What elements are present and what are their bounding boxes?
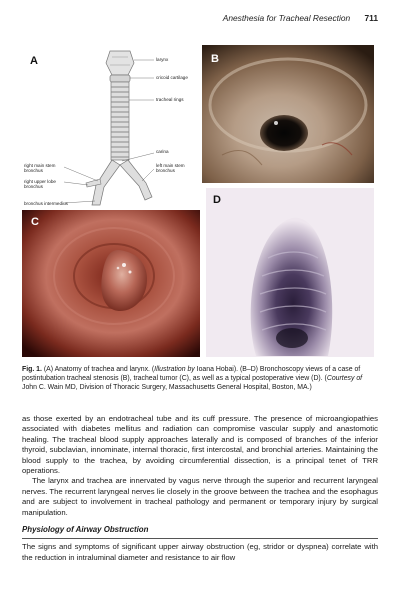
label-larynx: larynx [156, 57, 169, 62]
figure-panel-b [202, 45, 374, 183]
panel-letter-b: B [211, 53, 219, 65]
caption-illustration-by: Illustration by [154, 366, 195, 373]
figure-label: Fig. 1. [22, 366, 42, 373]
label-carina: carina [156, 149, 169, 154]
paragraph-2: The larynx and trachea are innervated by vagus nerve through the superior and recurrent laryngeal nerves. The recurrent laryngeal nerves lie closely in the groove between the trachea and the esophagus and are subject to involvement in tracheal pathology and permanent or temporary injury by surgical manipulation. [22, 476, 378, 517]
panel-letter-a: A [30, 55, 38, 67]
caption-text-1: (A) Anatomy of trachea and larynx. ( [43, 366, 155, 373]
running-head [22, 13, 378, 23]
heading-rule [22, 538, 378, 539]
label-right-upper-lobe-bronchus: right upper lobe bronchus [24, 179, 56, 189]
label-bronchus-intermedius: bronchus intermedius [24, 201, 68, 206]
paragraph-3: The signs and symptoms of significant upper airway obstruction (eg, stridor or dyspnea) correlate with the reduction in intraluminal diameter and resistance to air flow [22, 542, 378, 562]
paragraph-1: as those exerted by an endotracheal tube and its cuff pressure. The presence of microangiopathies associated with diabetes mellitus and radiation can compromise vascular supply and anastomotic healing. The tracheal blood supply approaches laterally and is composed of branches of the inferior thyroid, subclavian, innominate, internal thoracic, first intercostal, and bronchial arteries. Maintaining the blood supply to the trachea, by avoiding circumferential dissection, is a principal tenet of TRR operations. [22, 414, 378, 476]
figure-panel-c [22, 210, 200, 357]
running-head-title: Anesthesia for Tracheal Resection [222, 13, 351, 23]
label-tracheal-rings: tracheal rings [156, 97, 184, 102]
caption-courtesy-of: Courtesy of [326, 375, 363, 383]
bronchoscopy-postoperative-image [206, 188, 374, 357]
figure-panel-d [206, 188, 374, 357]
figure-caption [22, 365, 378, 393]
caption-text-3: John C. Wain MD, Division of Thoracic Surgery, Massachusetts General Hospital, Boston, MA.) [22, 384, 312, 392]
label-right-main-stem-bronchus: right main stem bronchus [24, 163, 56, 173]
figure-panel-a [22, 45, 196, 213]
caption-text-2: Ioana Hobai). (B–D) Bronchoscopy views of a case of postintubation tracheal stenosis (B), tracheal tumor (C), as well as a typical postoperative view (D). ( [22, 366, 361, 383]
page-number: 711 [364, 13, 378, 23]
panel-letter-d: D [213, 194, 221, 206]
body-text [22, 414, 378, 563]
label-cricoid-cartilage: cricoid cartilage [156, 75, 188, 80]
bronchoscopy-stenosis-image [202, 45, 374, 183]
bronchoscopy-tumor-image [22, 210, 200, 357]
panel-letter-c: C [31, 216, 39, 228]
section-heading: Physiology of Airway Obstruction [22, 525, 149, 535]
label-left-main-stem-bronchus: left main stem bronchus [156, 163, 185, 173]
